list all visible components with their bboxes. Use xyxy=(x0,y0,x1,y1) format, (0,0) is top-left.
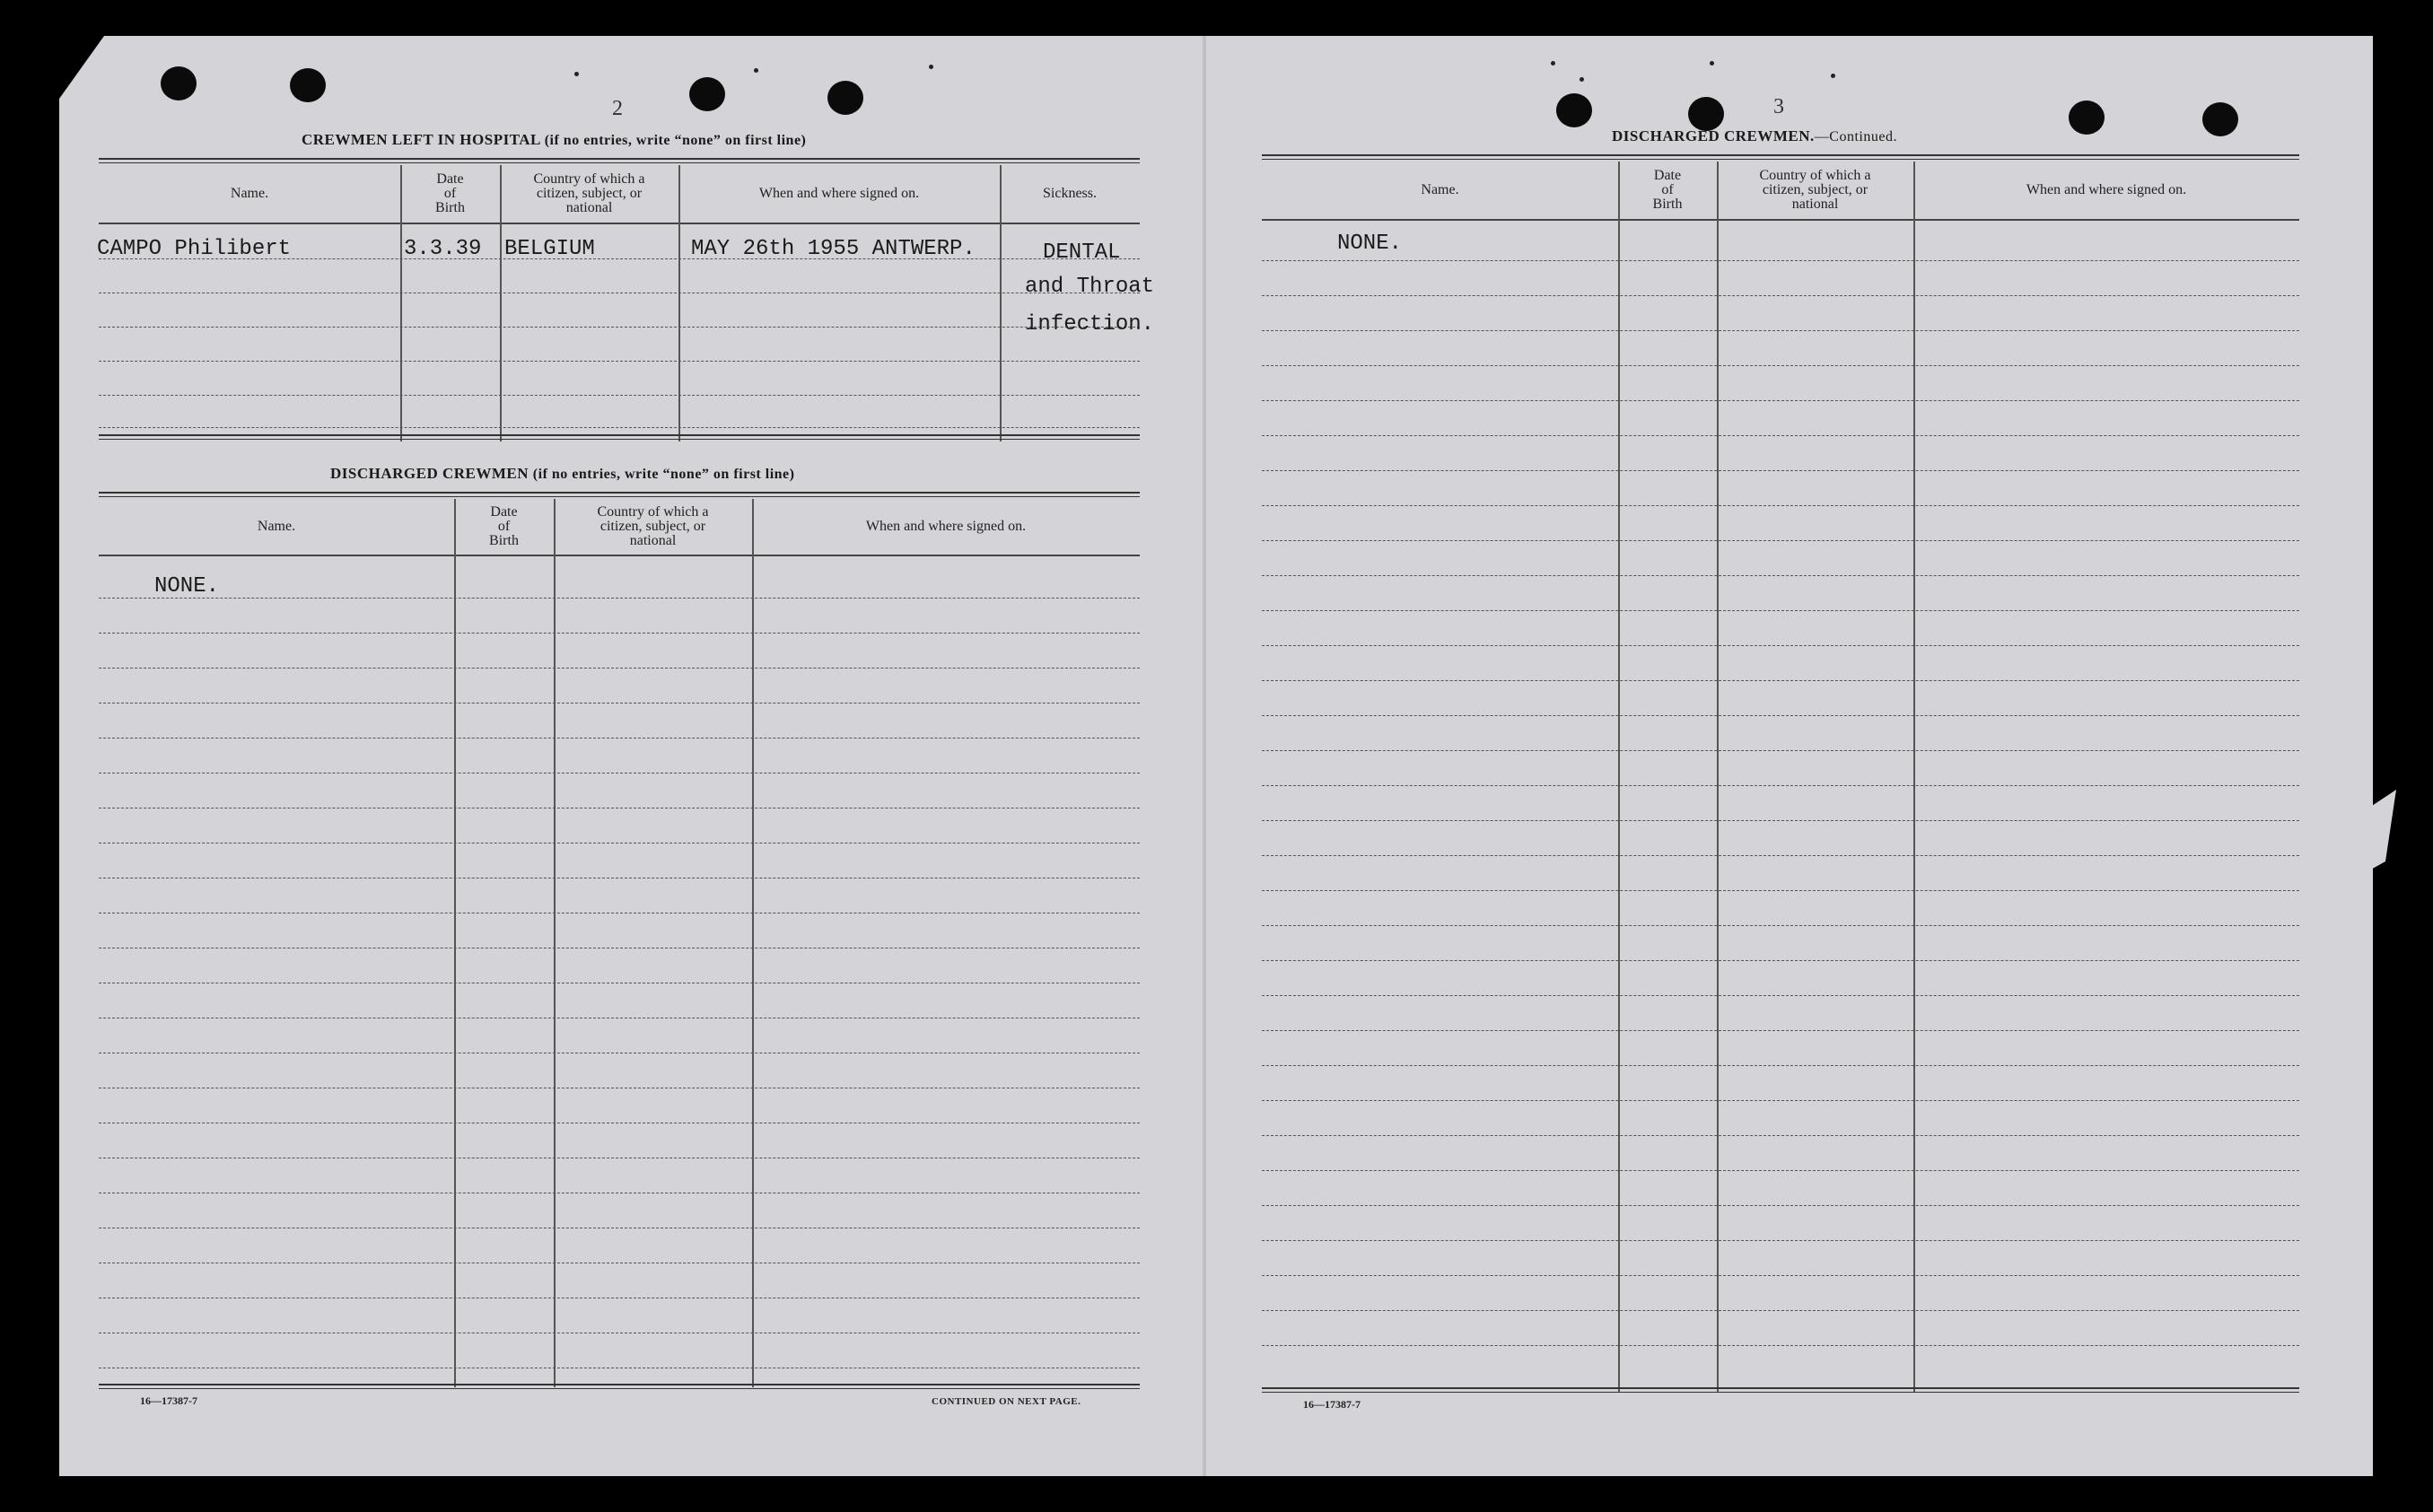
row-line xyxy=(99,598,1140,599)
header-country: Country of which a citizen, subject, or national xyxy=(1759,168,1871,212)
table-bottom-rule xyxy=(99,1384,1140,1389)
entry-country: BELGIUM xyxy=(504,237,595,261)
row-line xyxy=(1262,400,2299,401)
header-signed: When and where signed on. xyxy=(865,519,1027,534)
row-line xyxy=(1262,995,2299,996)
hospital-table xyxy=(97,158,1155,441)
discharged-title-text: DISCHARGED CREWMEN xyxy=(330,465,529,482)
discharged-table-right xyxy=(1262,154,2299,1393)
entry-dob: 3.3.39 xyxy=(404,237,482,261)
row-line xyxy=(1262,295,2299,296)
row-line xyxy=(1262,1100,2299,1101)
speck xyxy=(1831,74,1835,78)
discharged-continued-title xyxy=(1612,127,1897,145)
punch-hole xyxy=(2069,101,2105,135)
discharged-section-title xyxy=(330,465,794,483)
header-country: Country of which a citizen, subject, or national xyxy=(597,504,709,548)
entry-none: NONE. xyxy=(1337,232,1403,256)
continued-label: —Continued. xyxy=(1814,129,1897,144)
page-fold xyxy=(1203,36,1206,1476)
row-line xyxy=(99,738,1140,739)
row-line xyxy=(1262,1170,2299,1171)
row-line xyxy=(1262,680,2299,681)
punch-hole xyxy=(1556,93,1592,127)
row-line xyxy=(1262,1030,2299,1031)
table-top-rule xyxy=(99,158,1140,163)
header-name: Name. xyxy=(230,186,269,201)
hospital-title-note: (if no entries, write “none” on first line) xyxy=(544,133,807,148)
row-line xyxy=(1262,365,2299,366)
row-line xyxy=(1262,960,2299,961)
row-line xyxy=(1262,1205,2299,1206)
row-line xyxy=(1262,890,2299,891)
entry-none: NONE. xyxy=(154,574,220,599)
header-rule xyxy=(99,223,1140,224)
discharged-table-left xyxy=(99,492,1140,1389)
row-line xyxy=(1262,925,2299,926)
header-rule xyxy=(1262,219,2299,221)
form-number: 16—17387-7 xyxy=(140,1394,197,1407)
row-line xyxy=(1262,260,2299,261)
row-line xyxy=(99,703,1140,704)
row-line xyxy=(1262,470,2299,471)
header-name: Name. xyxy=(1421,182,1459,197)
row-line xyxy=(1262,750,2299,751)
row-line xyxy=(99,668,1140,669)
row-line xyxy=(1262,855,2299,856)
header-country: Country of which a citizen, subject, or national xyxy=(533,171,645,215)
row-line xyxy=(1262,715,2299,716)
entry-signed: MAY 26th 1955 ANTWERP. xyxy=(691,237,976,261)
row-line xyxy=(1262,610,2299,611)
col-divider xyxy=(1913,162,1915,1393)
table-bottom-rule xyxy=(1262,1387,2299,1393)
header-dob: Date of Birth xyxy=(1652,168,1683,212)
punch-hole xyxy=(290,68,326,102)
row-line xyxy=(1262,1135,2299,1136)
header-signed: When and where signed on. xyxy=(758,186,920,201)
row-line xyxy=(1262,1310,2299,1311)
row-line xyxy=(1262,435,2299,436)
col-divider xyxy=(1717,162,1719,1393)
punch-hole xyxy=(689,77,725,111)
speck xyxy=(929,65,933,69)
row-line xyxy=(99,427,1140,428)
speck xyxy=(1580,77,1584,82)
header-name: Name. xyxy=(257,519,296,534)
row-line xyxy=(1262,540,2299,541)
row-line xyxy=(1262,785,2299,786)
table-top-rule xyxy=(1262,154,2299,160)
row-line xyxy=(1262,1345,2299,1346)
speck xyxy=(1710,61,1714,66)
row-line xyxy=(1262,1240,2299,1241)
row-line xyxy=(99,361,1140,362)
page-number: 3 xyxy=(1773,95,1784,118)
row-line xyxy=(99,327,1140,328)
punch-hole xyxy=(2202,102,2238,136)
header-dob: Date of Birth xyxy=(435,171,465,215)
speck xyxy=(1551,61,1555,66)
row-line xyxy=(1262,1275,2299,1276)
entry-sickness-2: and Throat xyxy=(1025,275,1155,299)
table-top-rule xyxy=(99,492,1140,497)
header-dob: Date of Birth xyxy=(489,504,519,548)
row-line xyxy=(1262,505,2299,506)
row-line xyxy=(1262,820,2299,821)
punch-hole xyxy=(827,81,863,115)
entry-sickness-1: DENTAL xyxy=(1043,240,1121,265)
row-line xyxy=(99,633,1140,634)
row-line xyxy=(1262,645,2299,646)
speck xyxy=(754,68,758,73)
row-line xyxy=(99,395,1140,396)
header-signed: When and where signed on. xyxy=(2026,182,2187,197)
entry-sickness-3: infection. xyxy=(1025,312,1155,336)
row-line xyxy=(1262,575,2299,576)
punch-hole xyxy=(1688,97,1724,131)
row-line xyxy=(1262,1065,2299,1066)
col-divider xyxy=(1618,162,1620,1393)
discharged-title-note: (if no entries, write “none” on first line) xyxy=(532,467,795,482)
table-bottom-rule xyxy=(99,434,1140,440)
form-number: 16—17387-7 xyxy=(1303,1398,1361,1411)
speck xyxy=(574,72,579,76)
hospital-section-title xyxy=(302,131,806,149)
header-rule xyxy=(99,555,1140,556)
entry-name: CAMPO Philibert xyxy=(97,237,292,261)
punch-hole xyxy=(161,66,197,101)
row-line xyxy=(1262,330,2299,331)
discharged-title-text: DISCHARGED CREWMEN. xyxy=(1612,127,1815,144)
hospital-title-text: CREWMEN LEFT IN HOSPITAL xyxy=(302,131,540,148)
continued-note: CONTINUED ON NEXT PAGE. xyxy=(932,1396,1081,1407)
page-number: 2 xyxy=(612,97,623,120)
header-sickness: Sickness. xyxy=(1043,186,1097,201)
